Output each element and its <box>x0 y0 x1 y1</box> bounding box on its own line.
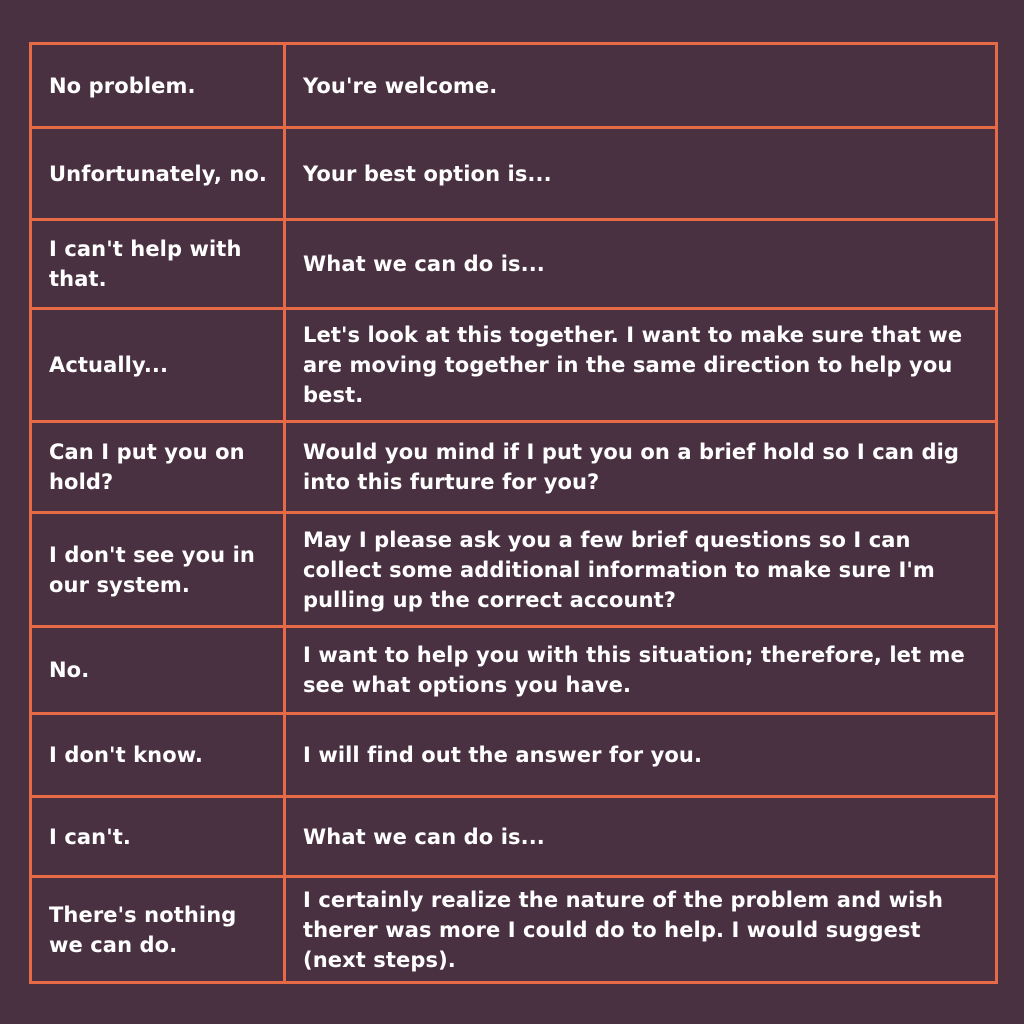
phrase-to-avoid: Actually... <box>31 309 285 422</box>
phrase-to-use: What we can do is... <box>285 220 997 309</box>
table-row <box>31 714 997 797</box>
phrase-to-avoid: No. <box>31 627 285 714</box>
phrase-to-use: Your best option is... <box>285 128 997 220</box>
table-row <box>31 513 997 627</box>
table-row <box>31 877 997 983</box>
table-row <box>31 44 997 128</box>
phrase-to-use: What we can do is... <box>285 797 997 877</box>
phrase-to-avoid: There's nothing we can do. <box>31 877 285 983</box>
table-row <box>31 128 997 220</box>
phrase-to-use: I certainly realize the nature of the problem and wish therer was more I could do to help. I would suggest (next steps). <box>285 877 997 983</box>
phrase-to-use: May I please ask you a few brief questions so I can collect some additional information to make sure I'm pulling up the correct account? <box>285 513 997 627</box>
table-row <box>31 422 997 513</box>
phrase-to-use: Let's look at this together. I want to make sure that we are moving together in the same direction to help you best. <box>285 309 997 422</box>
phrase-to-avoid: I don't know. <box>31 714 285 797</box>
table-row <box>31 797 997 877</box>
phrase-to-avoid: Can I put you on hold? <box>31 422 285 513</box>
phrase-to-use: I want to help you with this situation; therefore, let me see what options you have. <box>285 627 997 714</box>
phrase-to-avoid: I don't see you in our system. <box>31 513 285 627</box>
phrase-to-avoid: I can't. <box>31 797 285 877</box>
phrase-to-use: You're welcome. <box>285 44 997 128</box>
phrase-to-use: Would you mind if I put you on a brief hold so I can dig into this furture for you? <box>285 422 997 513</box>
phrase-to-avoid: I can't help with that. <box>31 220 285 309</box>
phrase-to-avoid: No problem. <box>31 44 285 128</box>
table-row <box>31 627 997 714</box>
phrase-to-avoid: Unfortunately, no. <box>31 128 285 220</box>
phrase-to-use: I will find out the answer for you. <box>285 714 997 797</box>
table-row <box>31 220 997 309</box>
table-row <box>31 309 997 422</box>
phrase-table <box>29 42 998 984</box>
